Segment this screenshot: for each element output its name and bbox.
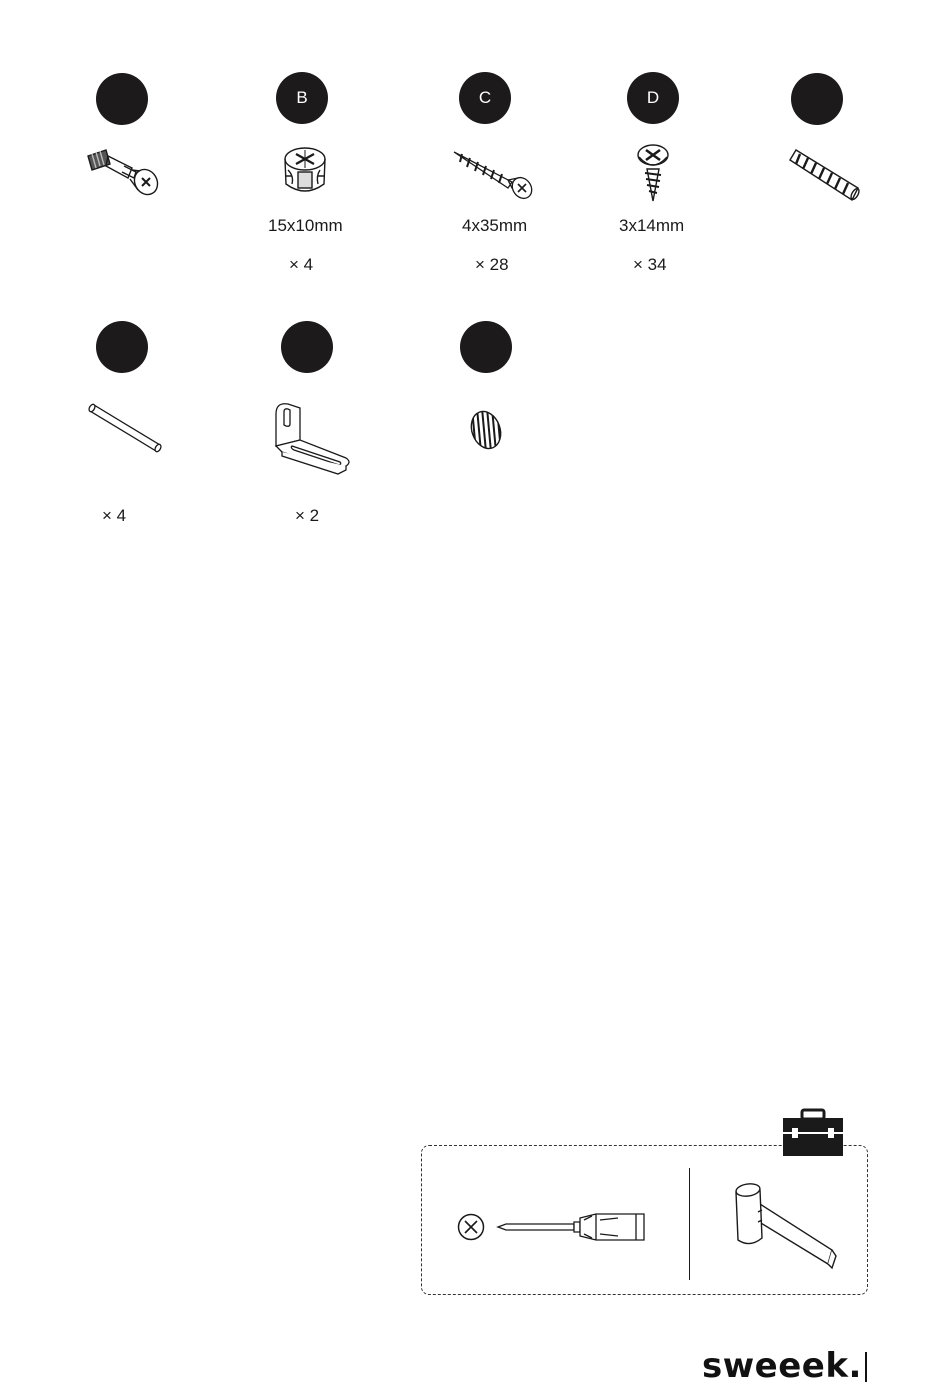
felt-pad-icon <box>466 408 506 452</box>
part-badge-g <box>281 321 333 373</box>
brand-logo: sweeek. <box>702 1346 862 1386</box>
cam-bolt-icon <box>84 142 162 198</box>
part-c-size: 4x35mm <box>462 216 528 235</box>
part-badge-c: C <box>459 72 511 124</box>
part-b-quantity: × 4 <box>289 255 314 274</box>
part-d-size: 3x14mm <box>619 216 685 235</box>
part-badge-f <box>96 321 148 373</box>
tools-divider <box>689 1168 690 1280</box>
cam-lock-nut-icon <box>280 146 330 198</box>
wooden-dowel-icon <box>786 148 862 204</box>
phillips-symbol-icon <box>456 1212 486 1242</box>
part-badge-e <box>791 73 843 125</box>
brand-separator <box>865 1352 867 1382</box>
screwdriver-icon <box>496 1210 648 1244</box>
part-c-quantity: × 28 <box>475 255 509 274</box>
part-f-quantity: × 4 <box>102 506 127 525</box>
l-bracket-icon <box>272 400 354 476</box>
part-d-quantity: × 34 <box>633 255 667 274</box>
part-badge-b: B <box>276 72 328 124</box>
mallet-icon <box>732 1182 838 1272</box>
short-screw-icon <box>636 143 670 205</box>
part-badge-h <box>460 321 512 373</box>
long-screw-icon <box>452 148 536 204</box>
part-b-size: 15x10mm <box>268 216 343 235</box>
part-badge-d: D <box>627 72 679 124</box>
part-g-quantity: × 2 <box>295 506 320 525</box>
part-badge-a <box>96 73 148 125</box>
toolbox-icon <box>780 1108 846 1158</box>
metal-rod-icon <box>86 403 164 455</box>
